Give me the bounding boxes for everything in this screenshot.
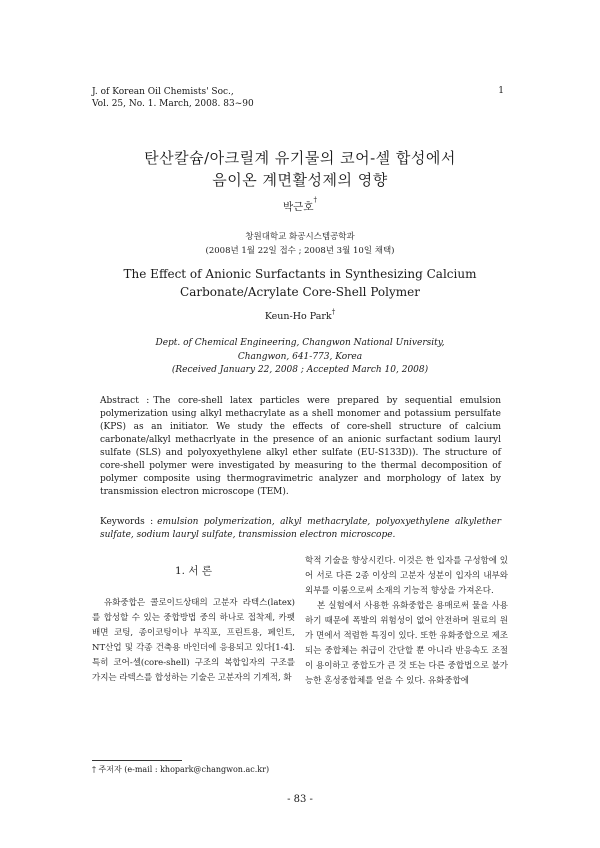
english-affiliation-dept: Dept. of Chemical Engineering, Changwon National University, — [155, 338, 445, 348]
korean-author — [0, 196, 600, 214]
abstract-label: Abstract : — [100, 396, 150, 406]
english-affiliation-city: Changwon, 641-773, Korea — [237, 351, 363, 362]
english-affiliation — [0, 337, 600, 378]
header-page-number: 1 — [498, 86, 504, 96]
korean-author-name: 박근호 — [283, 201, 314, 213]
english-title — [0, 265, 600, 301]
footnote-divider — [92, 760, 182, 761]
korean-title-line2: 음이온 계면활성제의 영향 — [212, 171, 388, 189]
abstract — [100, 395, 501, 499]
keywords — [100, 516, 501, 542]
english-author — [0, 308, 600, 322]
left-column — [92, 596, 295, 686]
right-column — [305, 554, 508, 689]
intro-paragraph-1: 유화중합은 콜로이드상태의 고분자 라텍스(latex)를 합성할 수 있는 중합방법 중의 하나로 접착제, 카펫 배면 코팅, 종이코팅이나 부직포, 프린트용, 페인트, NT산업 및 각종 건축용 바인더에 응용되고 있다[1-4]. 특히 코어-셀(core-shell) 구조의 복합입자의 구조를 가지는 라텍스를 합성하는 기술은 고분자의 기계적, 화 — [92, 598, 295, 683]
footer-page-number: - 83 - — [287, 794, 313, 805]
journal-citation — [92, 86, 254, 110]
korean-title — [0, 147, 600, 191]
english-dates: (Received January 22, 2008 ; Accepted March 10, 2008) — [171, 365, 429, 375]
korean-title-line1: 탄산칼슘/아크릴계 유기물의 코어-셀 합성에서 — [144, 149, 456, 167]
english-corresponding-mark: † — [331, 308, 336, 316]
section-heading-introduction: 1. 서 론 — [175, 565, 212, 577]
footnote-corresponding-author: † 주저자 (e-mail : khopark@changwon.ac.kr) — [92, 765, 270, 774]
keywords-text: emulsion polymerization, alkyl methacrylate, polyoxyethylene alkylether sulfate, sodium lauryl sulfate, transmission electron microscope. — [100, 517, 502, 540]
journal-volume: Vol. 25, No. 1. March, 2008. 83~90 — [92, 99, 254, 109]
journal-name: J. of Korean Oil Chemists' Soc., — [92, 87, 234, 97]
intro-paragraph-2: 본 실험에서 사용한 유화중합은 용매로써 물을 사용하기 때문에 폭발의 위험성이 없어 안전하며 원료의 원가 면에서 적렴한 특징이 있다. 또한 유화중합으로 제조되는 중합체는 취급이 간단할 뿐 아니라 반응속도 조절이 용이하고 중합도가 큰 것 또는 다른 중합법으로 불가능한 혼성중합체를 얻을 수 있다. 유화중합에 — [305, 601, 508, 686]
abstract-text: The core-shell latex particles were prepared by sequential emulsion polymerization using alkyl methacrylate as a shell monomer and potassium persulfate (KPS) as an initiator. We study the effects of core-shell structure of calcium carbonate/alkyl methacrlyate in the presence of an anionic surfactant sodium lauryl sulfate (SLS) and polyoxyethylene alkyl ether sulfate (EU-S133D)). The structure of core-shell polymer were investigated by measuring to the thermal decomposition of polymer composite using thermogravimetric analyzer and morphology of latex by transmission electron microscope (TEM). — [100, 396, 501, 497]
english-author-name: Keun-Ho Park — [264, 311, 332, 322]
keywords-label: Keywords : — [100, 517, 154, 527]
english-title-line1: The Effect of Anionic Surfactants in Synthesizing Calcium — [123, 267, 477, 281]
english-title-line2: Carbonate/Acrylate Core-Shell Polymer — [180, 285, 420, 299]
corresponding-mark: † — [313, 196, 317, 204]
korean-dates: (2008년 1월 22일 접수 ; 2008년 3월 10일 채택) — [205, 246, 395, 256]
korean-affiliation — [0, 230, 600, 258]
korean-affiliation-dept: 창원대학교 화공시스템공학과 — [245, 232, 355, 242]
intro-paragraph-1-continued: 학적 기술을 향상시킨다. 이것은 한 입자를 구성함에 있어 서로 다른 2종 이상의 고분자 성분이 입자의 내부와 외부를 이룸으로써 소재의 기능적 향상을 가져온다. — [305, 556, 508, 596]
